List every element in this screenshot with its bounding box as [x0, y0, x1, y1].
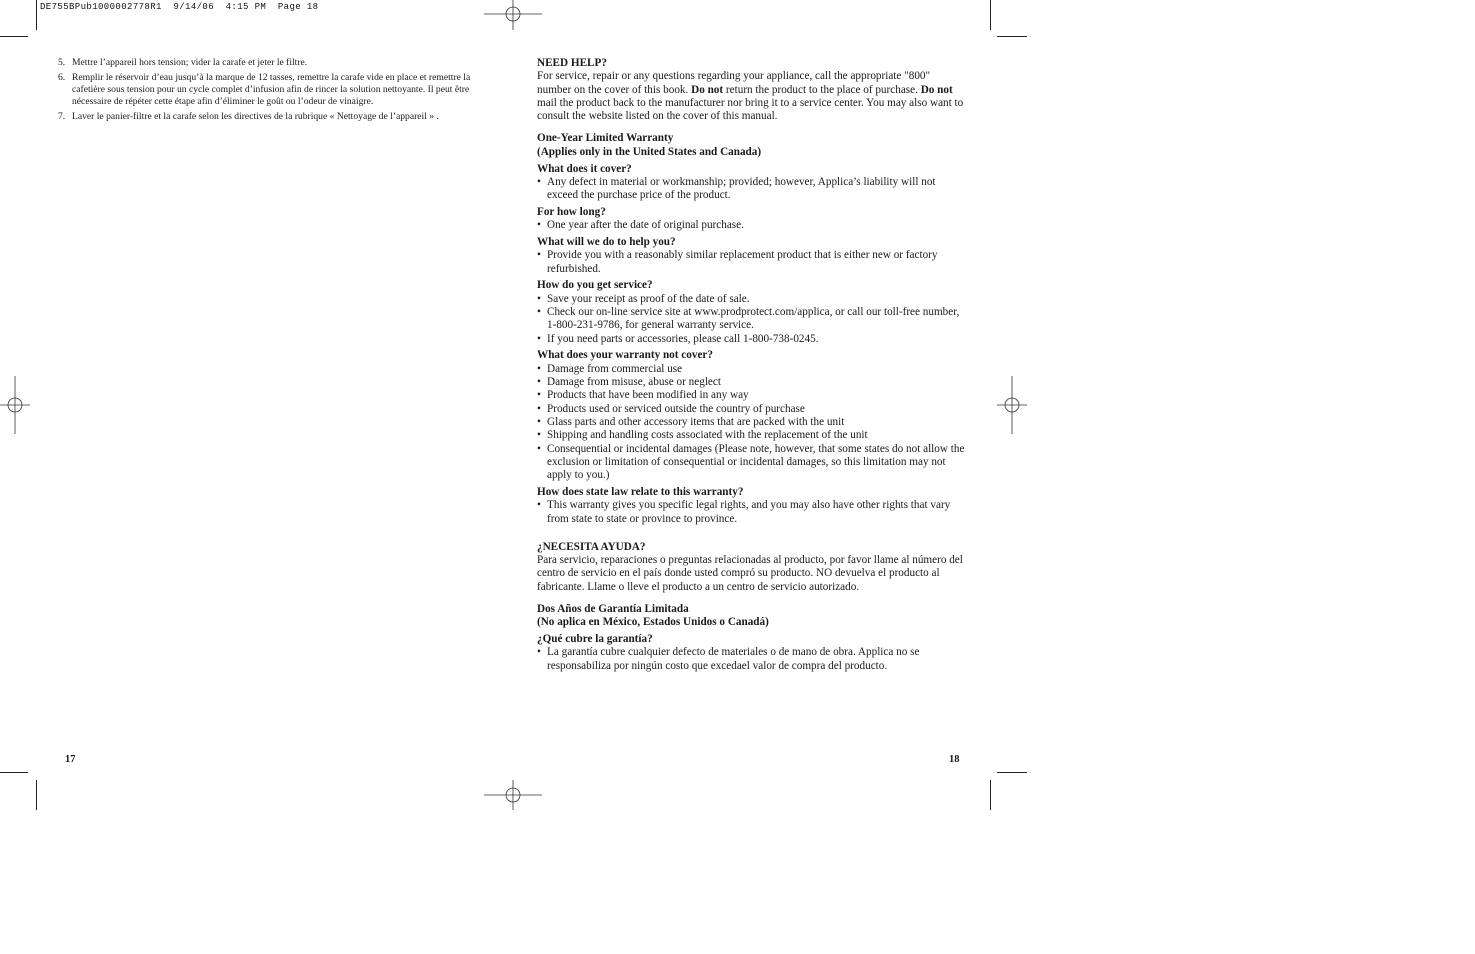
garantia-list: [537, 646, 967, 673]
list-item-text: Provide you with a reasonably similar replacement product that is either new or factory refurbished.: [547, 249, 938, 275]
text-run: For service, repair or any questions regarding your appliance, call the appropriate "800" number on the cover of this book.: [537, 70, 931, 96]
list-item-text: This warranty gives you specific legal rights, and you may also have other rights that vary from state to state or province to province.: [547, 499, 951, 525]
bullet-icon: •: [537, 219, 541, 232]
necesita-section: [537, 541, 967, 594]
list-item: [537, 219, 967, 232]
list-item-text: If you need parts or accessories, please call 1-800-738-0245.: [547, 332, 819, 345]
list-item: [537, 249, 967, 276]
list-item-text: One year after the date of original purchase.: [547, 219, 744, 232]
list-item: [58, 111, 498, 123]
bullet-icon: •: [537, 499, 541, 512]
bullet-icon: •: [537, 646, 541, 659]
list-item: [537, 646, 967, 673]
necesita-paragraph: Para servicio, reparaciones o preguntas relacionadas al producto, por favor llame al número del centro de servicio en el país donde usted compró su producto. NO devuelva el producto al fabricante. Llame o lleve el producto a un centro de servicio autorizado.: [537, 554, 963, 593]
step-number: 5.: [58, 57, 66, 68]
list-item: [58, 72, 498, 109]
registration-mark-icon: [997, 376, 1027, 434]
list-item-text: Products that have been modified in any way: [547, 389, 749, 402]
warranty-answer-list: [537, 249, 967, 276]
warranty-questions: [537, 163, 967, 526]
crop-mark: [990, 780, 991, 810]
bullet-icon: •: [537, 332, 541, 345]
registration-mark-icon: [484, 780, 542, 810]
cleaning-steps-list: [58, 57, 498, 123]
list-item: [58, 57, 498, 69]
crop-mark: [997, 772, 1027, 773]
list-item: [537, 403, 967, 416]
bullet-icon: •: [537, 429, 541, 442]
warranty-question: How do you get service?: [537, 279, 653, 292]
list-item: [537, 416, 967, 429]
bullet-icon: •: [537, 175, 541, 188]
crop-mark: [36, 780, 37, 810]
step-text: Remplir le réservoir d’eau jusqu’à la marque de 12 tasses, remettre la carafe vide en place et remettre la cafetière sous tension pour un cycle complet d’infusion afin de rincer la solution nettoyante. Il peut être nécessaire de répéter cette étape afin d’éliminer le goût ou l’odeur de vinaigre.: [72, 71, 471, 108]
warranty-question: What will we do to help you?: [537, 236, 676, 249]
list-item: [537, 389, 967, 402]
crop-mark: [990, 0, 991, 30]
warranty-title: One-Year Limited Warranty: [537, 132, 674, 145]
page-number-left: 17: [65, 754, 76, 765]
list-item: [537, 429, 967, 442]
list-item-text: Glass parts and other accessory items that are packed with the unit: [547, 415, 845, 428]
necesita-heading: ¿NECESITA AYUDA?: [537, 540, 646, 553]
crop-mark: [36, 0, 37, 30]
crop-mark: [0, 36, 28, 37]
list-item-text: La garantía cubre cualquier defecto de materiales o de mano de obra. Applica no se responsabiliza por ningún costo que excedael valor de compra del producto.: [547, 646, 920, 672]
step-text: Mettre l’appareil hors tension; vider la carafe et jeter le filtre.: [72, 57, 308, 68]
list-item-text: Shipping and handling costs associated with the replacement of the unit: [547, 429, 868, 442]
bullet-icon: •: [537, 249, 541, 262]
emphasis-text: Do not: [691, 83, 724, 96]
list-item-text: Check our on-line service site at www.prodprotect.com/applica, or call our toll-free number, 1-800-231-9786, for general warranty service.: [547, 306, 960, 332]
bullet-icon: •: [537, 402, 541, 415]
warranty-answer-list: [537, 499, 967, 526]
text-run: mail the product back to the manufacturer nor bring it to a service center. You may also want to consult the website listed on the cover of this manual.: [537, 96, 964, 123]
need-help-heading: NEED HELP?: [537, 57, 607, 69]
bullet-icon: •: [537, 292, 541, 305]
list-item-text: Consequential or incidental damages (Please note, however, that some states do not allow the exclusion or limitation of consequential or incidental damages, so this limitation may not apply to you.): [547, 442, 965, 482]
text-run: return the product to the place of purchase.: [723, 83, 921, 96]
list-item: [537, 306, 967, 333]
list-item-text: Products used or serviced outside the country of purchase: [547, 402, 805, 415]
bullet-icon: •: [537, 389, 541, 402]
need-help-paragraph: [537, 70, 967, 123]
step-number: 7.: [58, 110, 66, 122]
warranty-answer-list: [537, 176, 967, 203]
list-item-text: Damage from misuse, abuse or neglect: [547, 376, 721, 389]
list-item: [537, 293, 967, 306]
crop-mark: [997, 36, 1027, 37]
warranty-answer-list: [537, 219, 967, 232]
warranty-question: What does it cover?: [537, 162, 632, 175]
registration-mark-icon: [0, 376, 30, 434]
list-item-text: Any defect in material or workmanship; provided; however, Applica’s liability will not exceed the purchase price of the product.: [547, 175, 936, 202]
printer-slug: DE755BPub1000002778R1 9/14/06 4:15 PM Page 18: [40, 2, 319, 12]
list-item: [537, 333, 967, 346]
warranty-subtitle: (Applies only in the United States and Canada): [537, 145, 762, 158]
warranty-question: How does state law relate to this warranty?: [537, 485, 744, 498]
warranty-answer-list: [537, 363, 967, 483]
step-number: 6.: [58, 71, 66, 83]
warranty-question: What does your warranty not cover?: [537, 349, 713, 362]
left-page-content: [58, 57, 498, 126]
garantia-title: Dos Años de Garantía Limitada: [537, 602, 689, 615]
garantia-question: ¿Qué cubre la garantía?: [537, 633, 653, 646]
bullet-icon: •: [537, 415, 541, 428]
garantia-subtitle: (No aplica en México, Estados Unidos o Canadá): [537, 616, 769, 629]
list-item: [537, 499, 967, 526]
bullet-icon: •: [537, 442, 541, 455]
list-item: [537, 376, 967, 389]
list-item-text: Save your receipt as proof of the date of sale.: [547, 292, 750, 305]
warranty-section: [537, 132, 967, 525]
registration-mark-icon: [484, 0, 542, 30]
warranty-answer-list: [537, 293, 967, 346]
bullet-icon: •: [537, 306, 541, 319]
list-item: [537, 443, 967, 483]
right-page-content: [537, 57, 967, 673]
page-number-right: 18: [949, 754, 960, 765]
garantia-section: [537, 603, 967, 673]
list-item-text: Damage from commercial use: [547, 362, 683, 375]
crop-mark: [0, 772, 28, 773]
bullet-icon: •: [537, 376, 541, 389]
list-item: [537, 363, 967, 376]
warranty-question: For how long?: [537, 205, 606, 218]
step-text: Laver le panier-filtre et la carafe selon les directives de la rubrique « Nettoyage de l’appareil » .: [72, 110, 439, 122]
list-item: [537, 176, 967, 203]
bullet-icon: •: [537, 362, 541, 375]
emphasis-text: Do not: [920, 83, 953, 96]
